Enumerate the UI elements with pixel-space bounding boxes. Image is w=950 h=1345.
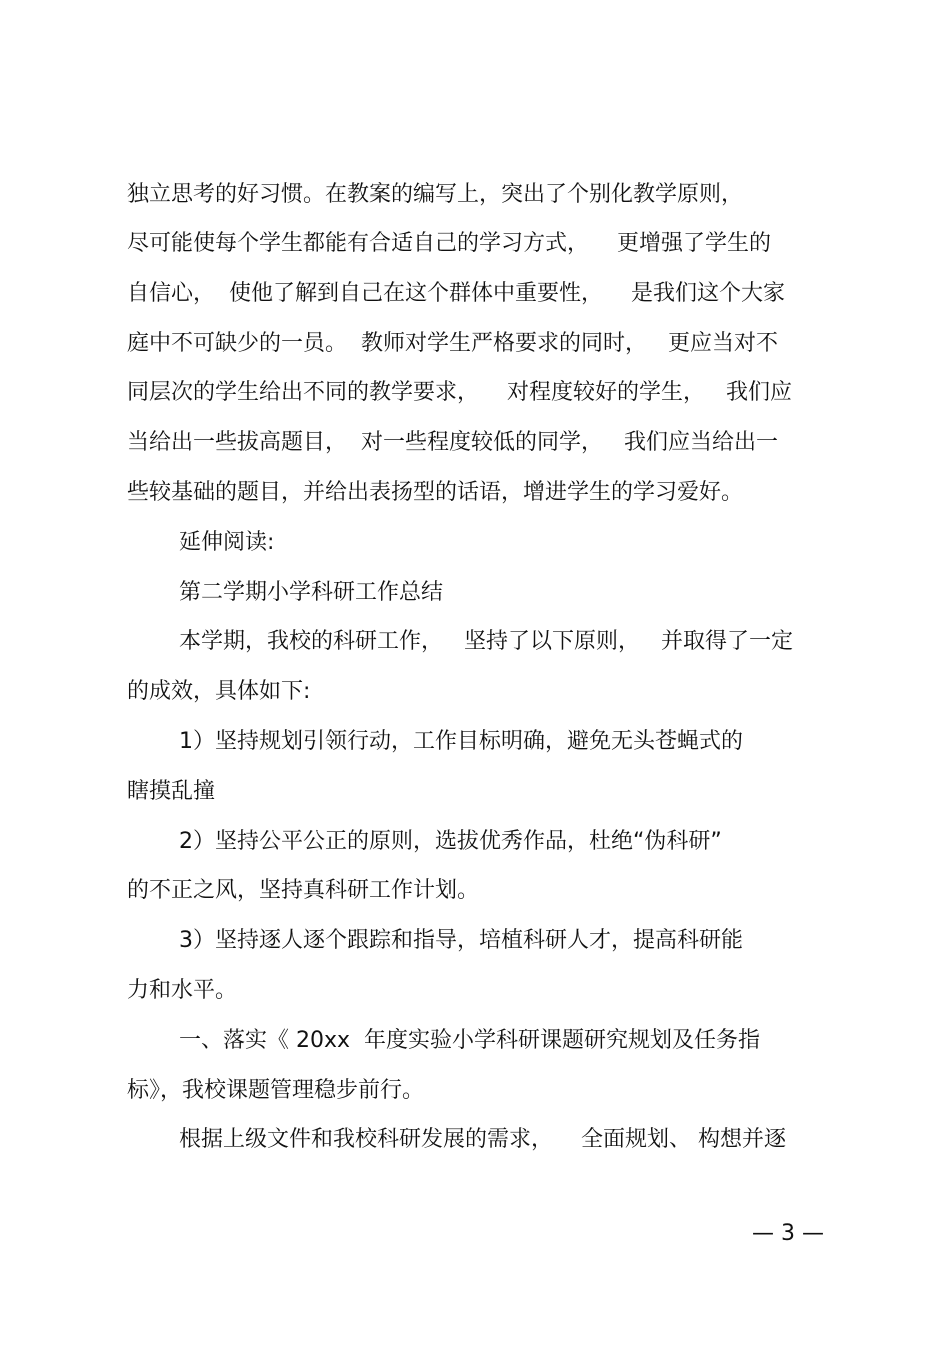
paragraph-line: 尽可能使每个学生都能有合适自己的学习方式， 更增强了学生的	[127, 231, 771, 256]
paragraph-line: 当给出一些拔高题目， 对一些程度较低的同学， 我们应当给出一	[127, 430, 778, 455]
page-number: — 3 —	[752, 1221, 824, 1246]
paragraph-line: 自信心， 使他了解到自己在这个群体中重要性， 是我们这个大家	[127, 281, 785, 306]
section-label: 延伸阅读:	[179, 530, 275, 555]
list-item-3-continued: 力和水平。	[127, 978, 238, 1003]
paragraph-line: 庭中不可缺少的一员。 教师对学生严格要求的同时， 更应当对不	[127, 331, 778, 356]
section-heading: 一、落实《 20xx 年度实验小学科研课题研究规划及任务指	[179, 1028, 761, 1053]
paragraph-line: 同层次的学生给出不同的教学要求， 对程度较好的学生， 我们应	[127, 380, 792, 405]
list-item-2: 2）坚持公平公正的原则，选拔优秀作品，杜绝“伪科研”	[179, 829, 722, 854]
list-item-2-continued: 的不正之风，坚持真科研工作计划。	[127, 878, 480, 903]
list-item-1: 1）坚持规划引领行动，工作目标明确，避免无头苍蝇式的	[179, 729, 743, 754]
paragraph-line: 的成效，具体如下:	[127, 679, 311, 704]
paragraph-line: 些较基础的题目，并给出表扬型的话语，增进学生的学习爱好。	[127, 480, 744, 505]
paragraph-line: 独立思考的好习惯。在教案的编写上，突出了个别化教学原则，	[127, 182, 744, 207]
paragraph-line: 根据上级文件和我校科研发展的需求， 全面规划、 构想并逐	[179, 1127, 786, 1152]
list-item-1-continued: 瞎摸乱撞	[127, 779, 216, 804]
paragraph-line: 本学期，我校的科研工作， 坚持了以下原则， 并取得了一定	[179, 629, 793, 654]
section-heading-continued: 标》，我校课题管理稳步前行。	[127, 1078, 425, 1103]
section-title: 第二学期小学科研工作总结	[179, 580, 444, 605]
list-item-3: 3）坚持逐人逐个跟踪和指导，培植科研人才，提高科研能	[179, 928, 743, 953]
